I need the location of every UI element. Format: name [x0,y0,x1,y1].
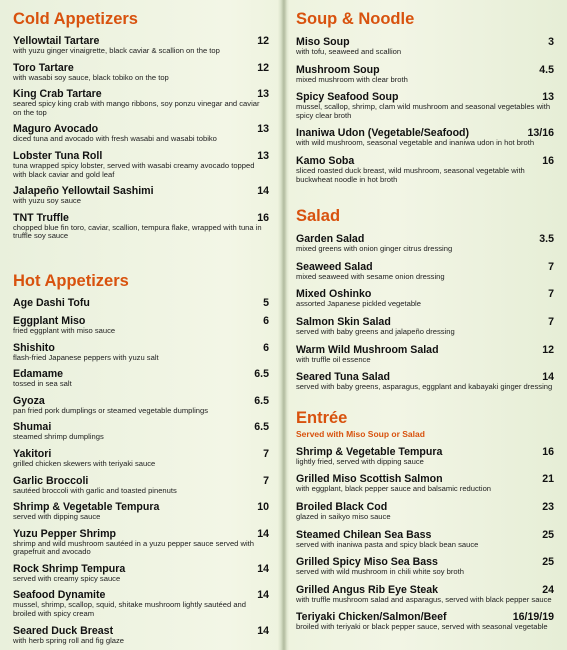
menu-list [13,297,269,645]
menu-item-header [13,475,269,487]
menu-item-name: Kamo Soba [296,154,355,167]
menu-item-name: Seared Duck Breast [13,624,114,637]
menu-item-description: with yuzu soy sauce [13,196,81,206]
menu-item-description: with truffle mushroom salad and asparagus, served with black pepper sauce [296,594,552,604]
menu-item-price: 13 [257,88,269,101]
menu-item-description: lightly fried, served with dipping sauce [296,456,424,466]
menu-item-header [296,261,554,273]
right-column [296,0,554,632]
menu-item-price: 13/16 [527,127,554,140]
menu-item-name: Warm Wild Mushroom Salad [296,343,439,356]
menu-item-name: Grilled Miso Scottish Salmon [296,473,443,486]
section-title: Hot Appetizers [13,271,129,290]
menu-item-name: Shrimp & Vegetable Tempura [296,445,443,458]
menu-item [13,448,269,469]
menu-item-name: Yakitori [13,447,52,460]
menu-item-description: fried eggplant with miso sauce [13,325,116,335]
menu-item-name: Inaniwa Udon (Vegetable/Seafood) [296,127,470,140]
menu-item-description: with tofu, seaweed and scallion [296,47,402,56]
menu-item-price: 16 [542,445,554,458]
menu-item-description: chopped blue fin toro, caviar, scallion, tempura flake, wrapped with tuna in truffle soy sauce [13,222,262,241]
menu-item-description: with wild mushroom, seasonal vegetable and inaniwa udon in hot broth [296,138,535,148]
menu-item [296,611,554,632]
menu-item-name: Seafood Dynamite [13,589,106,602]
menu-item-price: 14 [257,562,269,575]
menu-item-name: Yellowtail Tartare [13,35,100,47]
menu-item-header [13,625,269,637]
menu-item [296,446,554,467]
menu-item [296,261,554,282]
menu-item-description: served with dipping sauce [13,512,101,522]
menu-item-name: King Crab Tartare [13,88,102,101]
menu-item-name: Spicy Seafood Soup [296,91,399,104]
menu-item [13,185,269,206]
menu-item-name: Yuzu Pepper Shrimp [13,527,117,540]
menu-item-description: broiled with teriyaki or black pepper sauce, served with seasonal vegetable [296,622,548,632]
menu-item-name: Jalapeño Yellowtail Sashimi [13,185,154,198]
menu-item-name: Age Dashi Tofu [13,296,90,309]
section-title: Entrée [296,408,348,427]
menu-item [13,62,269,83]
menu-item-price: 13 [257,123,269,136]
menu-item-price: 13 [542,91,554,104]
page-fold [281,0,287,650]
menu-item-description: served with baby greens, asparagus, eggplant and kabayaki ginger dressing [296,382,553,392]
menu-item-header [296,529,554,541]
menu-list [296,233,554,392]
menu-item-header [13,528,269,540]
menu-item [13,589,269,618]
menu-item-price: 6.5 [254,394,269,407]
menu-item-header [296,344,554,356]
menu-item-price: 23 [542,500,554,513]
menu-item-description: sautéed broccoli with garlic and toasted pinenuts [13,485,177,495]
menu-item-price: 7 [548,260,554,273]
menu-item-description: served with baby greens and jalapeño dressing [296,326,455,336]
menu-item-description: served with creamy spicy sauce [13,573,121,583]
menu-item-price: 24 [542,583,554,596]
menu-item-name: Garden Salad [296,233,365,246]
menu-item-price: 5 [263,296,269,309]
menu-item-name: Shishito [13,341,55,354]
menu-item-header [13,212,269,224]
menu-item-price: 16 [542,154,554,167]
menu-item-price: 12 [257,61,269,74]
menu-item [13,35,269,56]
menu-item-name: Seaweed Salad [296,260,373,273]
menu-item-description: assorted Japanese pickled vegetable [296,299,421,309]
menu-item-header [13,62,269,74]
menu-item-name: Maguro Avocado [13,123,99,136]
menu-item-price: 16/19/19 [512,611,554,624]
menu-item-price: 13 [257,149,269,162]
menu-item [13,368,269,389]
menu-item [13,421,269,442]
menu-item-price: 6.5 [254,421,269,434]
menu-item [13,342,269,363]
menu-item [296,584,554,605]
menu-item-description: with eggplant, black pepper sauce and balsamic reduction [296,484,492,494]
menu-item-price: 12 [542,343,554,356]
menu-item [13,88,269,117]
left-column [13,0,269,645]
menu-item-price: 14 [257,185,269,198]
menu-item-description: served with inaniwa pasta and spicy black bean sauce [296,539,479,549]
menu-item [13,297,269,309]
menu-item [13,528,269,557]
menu-item-description: steamed shrimp dumplings [13,432,104,442]
menu-item [296,529,554,550]
menu-list [296,446,554,632]
menu-item-description: shrimp and wild mushroom sautéed in a yuzu pepper sauce served with grapefruit and avocado [13,538,255,557]
menu-item-name: Shrimp & Vegetable Tempura [13,501,160,514]
menu-item-description: with truffle oil essence [296,354,371,364]
menu-list [13,35,269,241]
menu-item-description: flash-fried Japanese peppers with yuzu salt [13,352,159,362]
menu-item-name: Seared Tuna Salad [296,371,391,384]
menu-item-price: 14 [257,589,269,602]
menu-item-name: Steamed Chilean Sea Bass [296,528,432,541]
menu-item-name: Toro Tartare [13,61,74,74]
menu-item-description: mixed seaweed with sesame onion dressing [296,271,445,281]
menu-item-name: Garlic Broccoli [13,474,89,487]
section-entree [296,408,554,632]
menu-item-description: mixed greens with onion ginger citrus dressing [296,244,453,254]
section-soup-noodle [296,9,554,184]
section-subtitle: Served with Miso Soup or Salad [296,428,425,439]
menu-item-description: grilled chicken skewers with teriyaki sauce [13,458,156,468]
menu-list [296,36,554,184]
section-cold-appetizers [13,9,269,241]
menu-item [13,315,269,336]
menu-item-price: 4.5 [539,63,554,76]
menu-item-price: 12 [257,35,269,47]
menu-item-header [13,342,269,354]
menu-item-description: mixed mushroom with clear broth [296,74,408,84]
menu-item-name: Teriyaki Chicken/Salmon/Beef [296,611,447,624]
menu-item [296,288,554,309]
menu-item [296,64,554,85]
menu-item-price: 14 [257,624,269,637]
menu-item-description: mussel, shrimp, scallop, squid, shitake mushroom lightly sautéed and broiled with spicy cream [13,600,246,619]
menu-item-price: 14 [257,527,269,540]
menu-item-name: Lobster Tuna Roll [13,149,103,162]
menu-item-price: 14 [542,371,554,384]
menu-item-price: 7 [263,447,269,460]
menu-item [13,123,269,144]
menu-item-name: Rock Shrimp Tempura [13,562,126,575]
menu-item-name: Gyoza [13,394,45,407]
section-hot-appetizers [13,271,269,645]
menu-item-price: 25 [542,556,554,569]
section-title: Soup & Noodle [296,10,415,28]
menu-item [296,556,554,577]
menu-item-description: mussel, scallop, shrimp, clam wild mushroom and seasonal vegetables with spicy clear broth [296,102,551,120]
menu-item-name: Mixed Oshinko [296,288,372,301]
menu-item [13,150,269,179]
menu-item [13,501,269,522]
menu-item-description: tuna wrapped spicy lobster, served with wasabi creamy avocado topped with black caviar and gold leaf [13,160,255,179]
menu-item-header [296,446,554,458]
menu-item [13,395,269,416]
menu-item-name: Shumai [13,421,52,434]
menu-item [296,344,554,365]
menu-item-price: 7 [548,288,554,301]
menu-item-description: glazed in saikyo miso sauce [296,511,391,521]
menu-item-description: pan fried pork dumplings or steamed vegetable dumplings [13,405,209,415]
menu-item [296,91,554,120]
menu-item-header [13,395,269,407]
menu-item-description: served with wild mushroom in chili white soy broth [296,567,464,577]
menu-item-price: 3.5 [539,233,554,246]
menu-item-name: TNT Truffle [13,211,69,224]
section-title: Salad [296,207,341,226]
menu-item-description: with herb spring roll and fig glaze [13,635,125,645]
menu-item-description: tossed in sea salt [13,379,72,389]
menu-item [13,475,269,496]
menu-item-description: sliced roasted duck breast, wild mushroom, seasonal vegetable with buckwheat noodle in hot broth [296,165,525,184]
menu-item-header [296,584,554,596]
menu-item-description: with wasabi soy sauce, black tobiko on the top [13,72,169,82]
menu-item [13,563,269,584]
menu-item-price: 7 [263,474,269,487]
menu-item [296,233,554,254]
menu-item-price: 21 [542,473,554,486]
menu-item-description: seared spicy king crab with mango ribbons, soy ponzu vinegar and caviar on the top [13,99,260,117]
section-title: Cold Appetizers [13,10,138,28]
section-salad [296,206,554,392]
menu-item-header [296,64,554,76]
menu-item-price: 6.5 [254,368,269,381]
menu-item-name: Grilled Angus Rib Eye Steak [296,583,439,596]
menu-item [13,212,269,241]
menu-item-price: 25 [542,528,554,541]
menu-item [296,501,554,522]
menu-item-price: 6 [263,314,269,327]
menu-item-name: Edamame [13,368,64,381]
menu-item-name: Mushroom Soup [296,63,380,76]
menu-item [296,473,554,494]
menu-item [296,127,554,148]
menu-item-name: Miso Soup [296,36,350,48]
menu-item-price: 3 [548,36,554,48]
menu-item-header [13,297,269,309]
menu-item-price: 6 [263,341,269,354]
menu-item [13,625,269,646]
menu-item-price: 10 [257,501,269,514]
menu-item-price: 7 [548,315,554,328]
menu-item-name: Broiled Black Cod [296,500,388,513]
menu-item-price: 16 [257,211,269,224]
menu-item-name: Eggplant Miso [13,314,86,327]
menu-item [296,36,554,57]
menu-item-name: Salmon Skin Salad [296,315,391,328]
menu-item-name: Grilled Spicy Miso Sea Bass [296,556,438,569]
menu-item [296,371,554,392]
menu-item [296,155,554,184]
menu-item [296,316,554,337]
menu-item-description: diced tuna and avocado with fresh wasabi and wasabi tobiko [13,134,217,144]
menu-item-description: with yuzu ginger vinaigrette, black caviar & scallion on the top [13,46,220,55]
